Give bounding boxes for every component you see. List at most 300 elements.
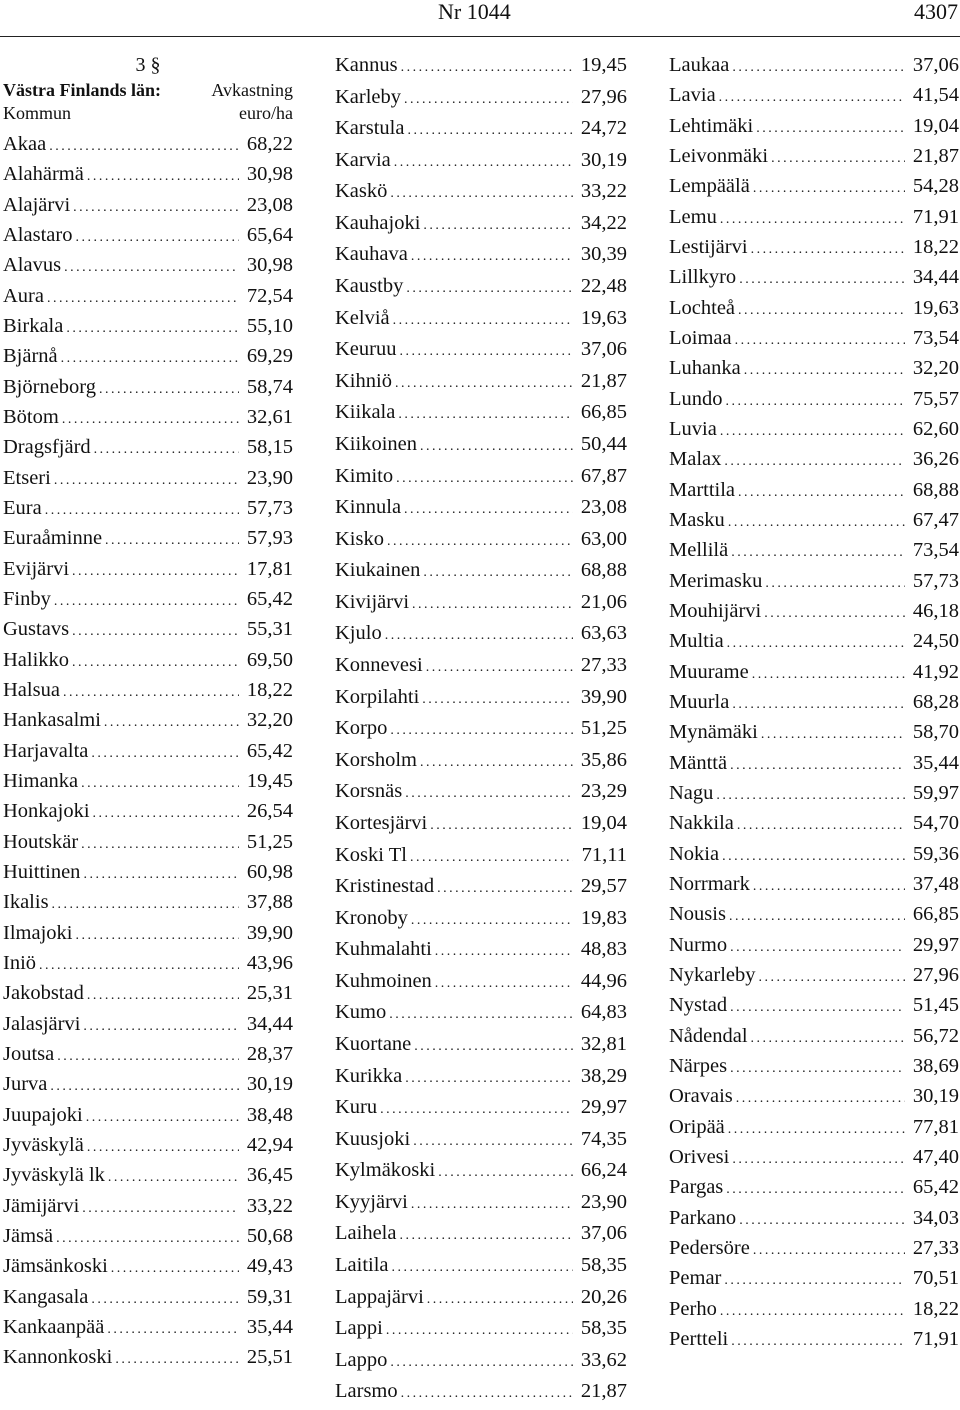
yield-value: 68,88 (580, 559, 627, 582)
dot-leader (386, 1323, 573, 1339)
dot-leader (435, 976, 573, 992)
municipality-name: Kannus (335, 54, 398, 76)
municipality-row (3, 224, 293, 254)
municipality-name: Halsua (3, 678, 60, 701)
yield-value: 50,68 (246, 1224, 293, 1247)
yield-value: 39,90 (580, 685, 627, 708)
dot-leader (393, 313, 573, 329)
dot-leader (730, 1000, 905, 1016)
yield-value: 37,48 (912, 872, 959, 895)
dot-leader (93, 806, 239, 822)
municipality-row (669, 1055, 959, 1085)
municipality-name: Houtskär (3, 830, 79, 853)
dot-leader (732, 60, 905, 76)
yield-value: 57,73 (246, 496, 293, 519)
municipality-name: Lappajärvi (335, 1285, 424, 1308)
municipality-row (335, 875, 627, 905)
yield-value: 65,64 (246, 223, 293, 246)
yield-value: 21,87 (912, 144, 959, 167)
municipality-row (3, 740, 293, 770)
municipality-name: Alahärmä (3, 163, 84, 186)
municipality-row (3, 558, 293, 588)
dot-leader (61, 351, 239, 367)
municipality-name: Nakkila (669, 812, 734, 835)
dot-leader (412, 597, 573, 613)
municipality-row (669, 1116, 959, 1146)
dot-leader (720, 1304, 905, 1320)
yield-value: 75,57 (912, 387, 959, 410)
yield-value: 60,98 (246, 860, 293, 883)
municipality-name: Kauhava (335, 243, 408, 266)
dot-leader (62, 412, 239, 428)
municipality-row (335, 117, 627, 147)
yield-value: 30,19 (912, 1085, 959, 1108)
municipality-row (3, 254, 293, 284)
yield-value: 56,72 (912, 1024, 959, 1047)
municipality-name: Kurikka (335, 1064, 403, 1087)
municipality-name: Lillkyro (669, 266, 737, 289)
yield-value: 68,88 (912, 478, 959, 501)
municipality-name: Kankaanpää (3, 1315, 105, 1338)
municipality-row (669, 357, 959, 387)
yield-value: 27,33 (912, 1236, 959, 1259)
dot-leader (87, 988, 239, 1004)
yield-value: 65,42 (912, 1176, 959, 1199)
municipality-row (3, 467, 293, 497)
dot-leader (720, 212, 905, 228)
yield-value: 74,35 (580, 1127, 627, 1150)
municipality-row (3, 1073, 293, 1103)
dot-leader (390, 1355, 573, 1371)
dot-leader (420, 755, 573, 771)
municipality-name: Orivesi (669, 1145, 730, 1168)
municipality-name: Kaskö (335, 180, 388, 203)
dot-leader (739, 1213, 905, 1229)
dot-leader (726, 394, 905, 410)
dot-leader (385, 628, 573, 644)
dot-leader (115, 1352, 239, 1368)
municipality-row (3, 1043, 293, 1073)
yield-value: 43,96 (246, 951, 293, 974)
municipality-row (669, 479, 959, 509)
yield-value: 63,00 (580, 527, 627, 550)
municipality-row (335, 1033, 627, 1063)
municipality-name: Mynämäki (669, 721, 758, 744)
dot-leader (75, 928, 239, 944)
municipality-name: Larsmo (335, 1380, 398, 1403)
yield-value: 41,54 (912, 84, 959, 107)
municipality-row (3, 679, 293, 709)
yield-value: 71,91 (912, 1327, 959, 1350)
dot-leader (738, 485, 905, 501)
yield-value: 58,35 (580, 1254, 627, 1277)
municipality-row (3, 800, 293, 830)
yield-value: 32,20 (246, 709, 293, 732)
municipality-name: Kiukainen (335, 559, 421, 582)
dot-leader (728, 515, 905, 531)
municipality-row (335, 243, 627, 273)
dot-leader (94, 442, 239, 458)
dot-leader (719, 90, 905, 106)
unit-heading: euro/ha (239, 103, 293, 123)
yield-value: 23,90 (246, 466, 293, 489)
municipality-row (669, 297, 959, 327)
dot-leader (64, 260, 239, 276)
yield-value: 49,43 (246, 1255, 293, 1278)
municipality-name: Koski Tl (335, 843, 407, 866)
dot-leader (738, 303, 905, 319)
dot-leader (39, 958, 239, 974)
municipality-name: Masku (669, 508, 725, 531)
dot-leader (764, 606, 905, 622)
municipality-row (335, 654, 627, 684)
municipality-name: Lochteå (669, 296, 736, 319)
yield-value: 44,96 (580, 969, 627, 992)
municipality-name: Kjulo (335, 622, 382, 645)
municipality-name: Jämijärvi (3, 1194, 80, 1217)
municipality-name: Kiikala (335, 401, 396, 424)
municipality-name: Hankasalmi (3, 709, 101, 732)
dot-leader (99, 382, 239, 398)
municipality-row (3, 527, 293, 557)
dot-leader (91, 1292, 239, 1308)
yield-value: 23,08 (580, 496, 627, 519)
municipality-row (3, 1316, 293, 1346)
municipality-row (335, 749, 627, 779)
dot-leader (437, 881, 573, 897)
yield-value: 62,60 (912, 417, 959, 440)
dot-leader (730, 758, 905, 774)
dot-leader (399, 344, 573, 360)
municipality-row (335, 149, 627, 179)
dot-leader (380, 1102, 573, 1118)
yield-value: 30,19 (580, 148, 627, 171)
municipality-name: Laihela (335, 1222, 397, 1245)
municipality-row (669, 782, 959, 812)
yield-value: 63,63 (580, 622, 627, 645)
yield-value: 25,51 (246, 1346, 293, 1369)
yield-value: 65,42 (246, 587, 293, 610)
dot-leader (406, 281, 573, 297)
municipality-name: Bötom (3, 405, 59, 428)
municipality-row (3, 861, 293, 891)
yield-value: 67,47 (912, 508, 959, 531)
dot-leader (405, 1071, 573, 1087)
yield-value: 55,10 (246, 314, 293, 337)
municipality-row (335, 54, 627, 84)
municipality-name: Kisko (335, 527, 384, 550)
municipality-row (335, 686, 627, 716)
dot-leader (732, 697, 905, 713)
dot-leader (389, 1007, 573, 1023)
municipality-row (669, 843, 959, 873)
municipality-name: Evijärvi (3, 557, 70, 580)
yield-value: 38,48 (246, 1103, 293, 1126)
header-rule (0, 36, 960, 37)
dot-leader (759, 970, 905, 986)
municipality-row (3, 163, 293, 193)
municipality-row (669, 206, 959, 236)
dot-leader (45, 503, 239, 519)
municipality-row (335, 212, 627, 242)
municipality-name: Jyväskylä (3, 1133, 84, 1156)
dot-leader (72, 624, 239, 640)
municipality-name: Närpes (669, 1054, 728, 1077)
municipality-row (669, 1025, 959, 1055)
dot-leader (771, 151, 905, 167)
municipality-row (669, 964, 959, 994)
yield-value: 70,51 (912, 1267, 959, 1290)
municipality-name: Loimaa (669, 326, 732, 349)
dot-leader (727, 636, 905, 652)
dot-leader (66, 321, 239, 337)
dot-leader (722, 849, 905, 865)
municipality-row (335, 496, 627, 526)
municipality-name: Etseri (3, 466, 51, 489)
dot-leader (765, 576, 905, 592)
municipality-row (3, 1134, 293, 1164)
document-number: Nr 1044 (438, 0, 511, 24)
municipality-name: Perho (669, 1297, 717, 1320)
yield-value: 32,61 (246, 405, 293, 428)
municipality-name: Lundo (669, 387, 723, 410)
municipality-row (669, 812, 959, 842)
dot-leader (720, 424, 905, 440)
dot-leader (91, 746, 239, 762)
municipality-name: Kuhmalahti (335, 938, 432, 961)
municipality-name: Leivonmäki (669, 144, 769, 167)
dot-leader (86, 1110, 239, 1126)
municipality-name: Oravais (669, 1085, 733, 1108)
yield-value: 27,96 (912, 963, 959, 986)
municipality-name: Mouhijärvi (669, 599, 762, 622)
yield-value: 18,22 (912, 235, 959, 258)
page-number: 4307 (914, 0, 958, 24)
yield-value: 41,92 (912, 660, 959, 683)
municipality-row (669, 388, 959, 418)
yield-value: 23,08 (246, 193, 293, 216)
municipality-row (669, 661, 959, 691)
municipality-name: Nykarleby (669, 963, 756, 986)
municipality-row (3, 285, 293, 315)
dot-leader (753, 1243, 905, 1259)
municipality-name: Korsholm (335, 748, 417, 771)
municipality-row (335, 1222, 627, 1252)
municipality-name: Multia (669, 630, 724, 653)
municipality-row (335, 465, 627, 495)
yield-value: 23,90 (580, 1190, 627, 1213)
municipality-row (335, 1191, 627, 1221)
dot-leader (756, 121, 905, 137)
municipality-name: Akaa (3, 133, 47, 155)
municipality-name: Lavia (669, 84, 716, 107)
municipality-name: Laukaa (669, 54, 730, 76)
municipality-row (335, 433, 627, 463)
municipality-row (3, 831, 293, 861)
yield-value: 19,45 (246, 769, 293, 792)
yield-value: 24,50 (912, 630, 959, 653)
dot-leader (54, 473, 239, 489)
municipality-name: Lempäälä (669, 175, 750, 198)
municipality-row (335, 370, 627, 400)
dot-leader (730, 1061, 905, 1077)
dot-leader (726, 1182, 905, 1198)
dot-leader (87, 1140, 239, 1156)
municipality-name: Karleby (335, 85, 402, 108)
dot-leader (751, 1031, 905, 1047)
dot-leader (394, 155, 573, 171)
yield-value: 65,42 (246, 739, 293, 762)
yield-value: 47,40 (912, 1145, 959, 1168)
dot-leader (54, 594, 239, 610)
municipality-row (335, 559, 627, 589)
dot-leader (398, 407, 573, 423)
dot-leader (81, 776, 239, 792)
municipality-row (335, 1254, 627, 1284)
dot-leader (392, 1260, 573, 1276)
yield-value: 34,03 (912, 1206, 959, 1229)
dot-leader (438, 1165, 573, 1181)
municipality-row (3, 891, 293, 921)
municipality-name: Mänttä (669, 751, 728, 774)
yield-value: 20,26 (580, 1285, 627, 1308)
municipality-row (335, 86, 627, 116)
municipality-row (669, 1267, 959, 1297)
municipality-name: Jurva (3, 1073, 48, 1096)
municipality-row (669, 752, 959, 782)
municipality-name: Pertteli (669, 1327, 729, 1350)
municipality-row (335, 970, 627, 1000)
yield-value: 42,94 (246, 1133, 293, 1156)
municipality-name: Malax (669, 448, 722, 471)
yield-value: 21,06 (580, 590, 627, 613)
municipality-row (335, 780, 627, 810)
yield-value: 48,83 (580, 938, 627, 961)
municipality-row (669, 539, 959, 569)
yield-value: 19,04 (580, 811, 627, 834)
yield-value: 35,44 (246, 1315, 293, 1338)
yield-value: 19,63 (912, 296, 959, 319)
municipality-name: Pemar (669, 1267, 722, 1290)
yield-value: 30,19 (246, 1073, 293, 1096)
yield-value: 77,81 (912, 1115, 959, 1138)
municipality-row (669, 934, 959, 964)
municipality-name: Konnevesi (335, 654, 423, 677)
municipality-row (335, 844, 627, 874)
municipality-row (669, 54, 959, 84)
municipality-row (335, 401, 627, 431)
yield-value: 19,83 (580, 906, 627, 929)
municipality-name: Mellilä (669, 539, 729, 562)
yield-value: 66,85 (912, 903, 959, 926)
municipality-row (3, 982, 293, 1012)
dot-leader (423, 565, 573, 581)
municipality-name: Harjavalta (3, 739, 89, 762)
municipality-row (335, 180, 627, 210)
municipality-row (335, 812, 627, 842)
yield-value: 54,28 (912, 175, 959, 198)
yield-value: 54,70 (912, 812, 959, 835)
yield-value: 28,37 (246, 1042, 293, 1065)
yield-value: 24,72 (580, 117, 627, 140)
dot-leader (737, 818, 905, 834)
yield-value: 38,29 (580, 1064, 627, 1087)
municipality-name: Muurla (669, 690, 730, 713)
yield-value: 68,22 (246, 133, 293, 155)
municipality-name: Birkala (3, 314, 64, 337)
yield-value: 69,50 (246, 648, 293, 671)
municipality-row (3, 376, 293, 406)
municipality-row (669, 1085, 959, 1115)
municipality-name: Luhanka (669, 357, 741, 380)
yield-value: 35,86 (580, 748, 627, 771)
municipality-name: Nokia (669, 842, 720, 865)
yield-value: 33,22 (246, 1194, 293, 1217)
dot-leader (724, 454, 905, 470)
yield-value: 67,87 (580, 464, 627, 487)
municipality-name: Himanka (3, 769, 79, 792)
municipality-row (3, 1195, 293, 1225)
municipality-name: Nådendal (669, 1024, 748, 1047)
municipality-name: Euraåminne (3, 527, 103, 550)
dot-leader (104, 715, 239, 731)
yield-value: 66,85 (580, 401, 627, 424)
municipality-row (669, 630, 959, 660)
municipality-row (669, 903, 959, 933)
municipality-name: Jyväskylä lk (3, 1164, 105, 1187)
municipality-name: Nystad (669, 994, 728, 1017)
yield-value: 51,25 (246, 830, 293, 853)
dot-leader (716, 788, 905, 804)
municipality-row (669, 1298, 959, 1328)
municipality-name: Jämsänkoski (3, 1255, 108, 1278)
municipality-name: Lappi (335, 1317, 383, 1340)
municipality-name: Aura (3, 284, 44, 307)
dot-leader (82, 1201, 239, 1217)
municipality-name: Kivijärvi (335, 590, 410, 613)
yield-value: 30,98 (246, 163, 293, 186)
dot-leader (407, 123, 573, 139)
municipality-row (3, 436, 293, 466)
municipality-name: Pargas (669, 1176, 724, 1199)
dot-leader (728, 1122, 905, 1138)
municipality-row (3, 345, 293, 375)
municipality-row (3, 588, 293, 618)
yield-value: 36,26 (912, 448, 959, 471)
municipality-name: Kuru (335, 1096, 378, 1119)
dot-leader (399, 1228, 573, 1244)
municipality-row (3, 952, 293, 982)
municipality-row (335, 622, 627, 652)
municipality-name: Kumo (335, 1001, 387, 1024)
municipality-row (335, 717, 627, 747)
region-heading (3, 80, 293, 101)
municipality-row (669, 236, 959, 266)
dot-leader (73, 200, 239, 216)
municipality-name: Kuusjoki (335, 1127, 411, 1150)
municipality-name: Nagu (669, 781, 714, 804)
yield-value: 27,96 (580, 85, 627, 108)
dot-leader (753, 879, 905, 895)
municipality-row (335, 1286, 627, 1316)
dot-leader (430, 818, 573, 834)
yield-value: 32,81 (580, 1032, 627, 1055)
section-symbol: 3 § (135, 54, 161, 76)
municipality-row (335, 1349, 627, 1379)
municipality-name: Jakobstad (3, 982, 84, 1005)
municipality-name: Björneborg (3, 375, 97, 398)
municipality-name: Kimito (335, 464, 394, 487)
